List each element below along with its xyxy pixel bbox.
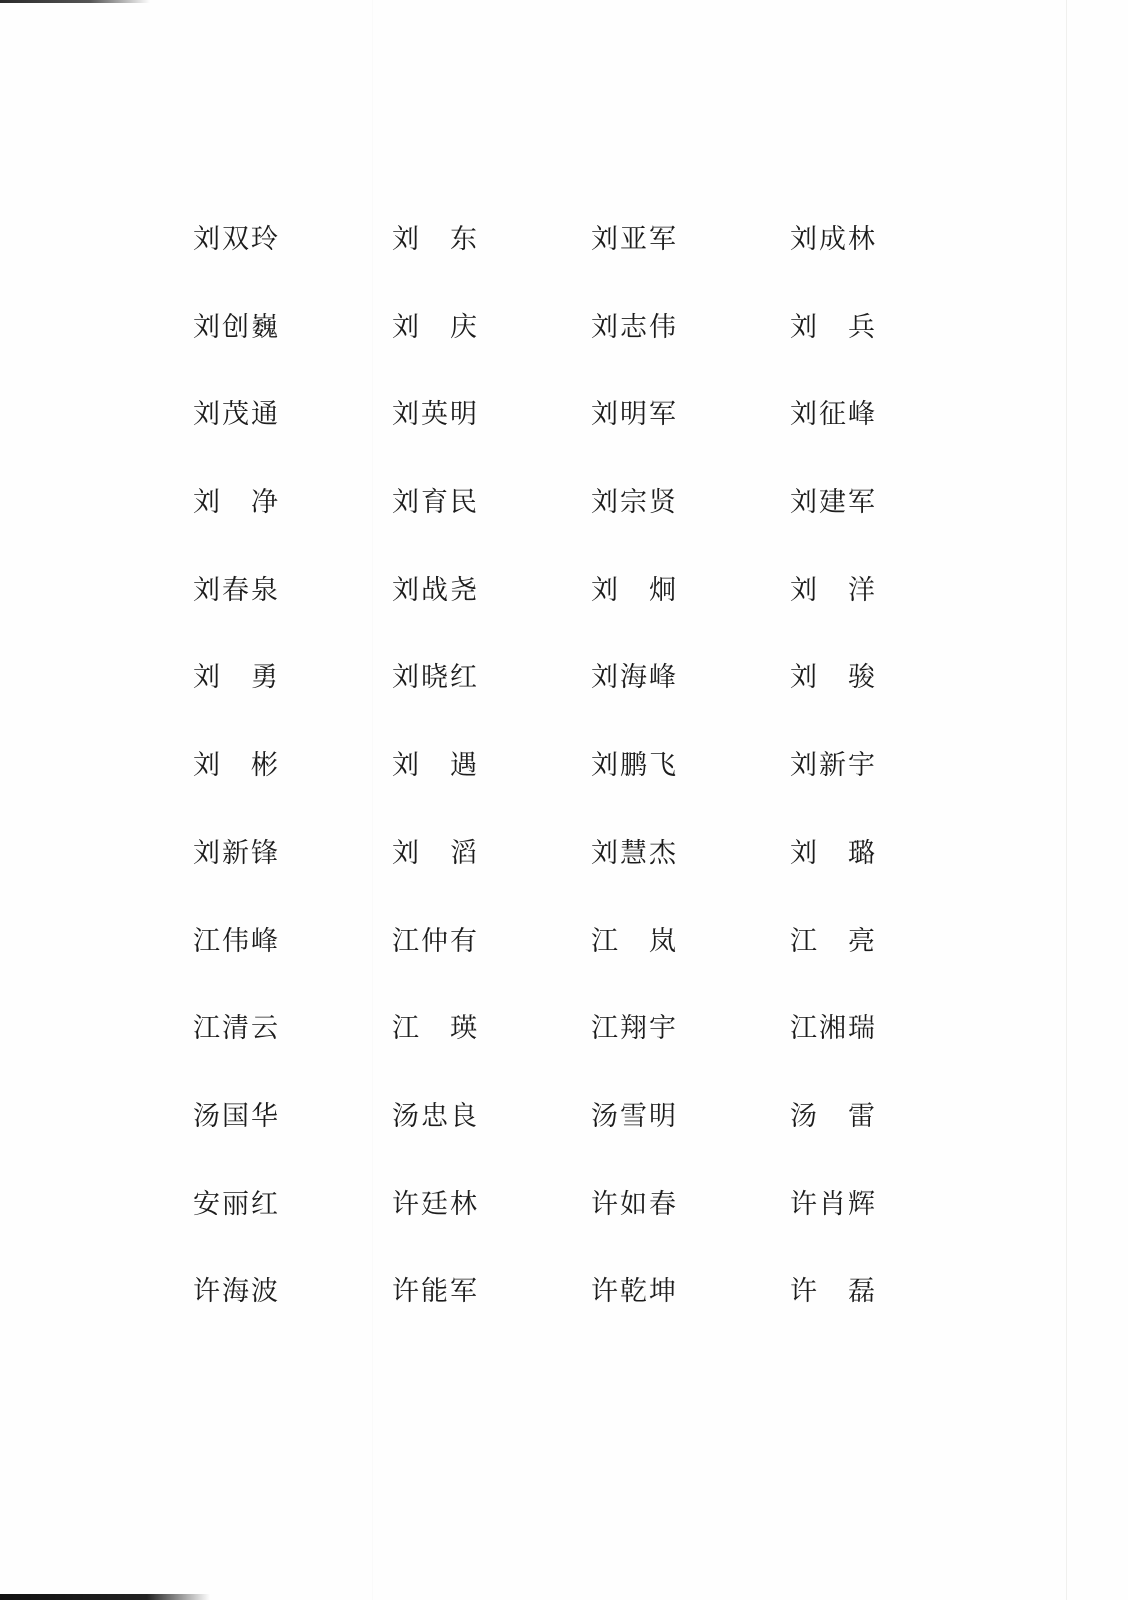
name-entry: 刘成林 (790, 224, 877, 255)
name-entry: 刘慧杰 (591, 837, 678, 869)
name-entry: 刘 遇 (392, 750, 479, 782)
name-entry: 刘 勇 (193, 662, 280, 694)
name-entry: 刘 骏 (790, 662, 877, 694)
names-grid (193, 221, 989, 1361)
name-entry: 刘宗贤 (591, 487, 678, 519)
name-entry: 刘英明 (392, 399, 479, 431)
name-entry: 江翔宇 (591, 1013, 678, 1045)
name-entry: 江 瑛 (392, 1013, 479, 1045)
name-entry: 汤忠良 (392, 1100, 479, 1132)
name-entry: 刘春泉 (193, 574, 280, 606)
name-entry: 刘海峰 (591, 662, 678, 694)
scan-artifact-bottom (0, 1594, 210, 1600)
name-entry: 刘建军 (790, 487, 877, 519)
name-entry: 刘 璐 (790, 837, 877, 869)
name-entry: 汤雪明 (591, 1100, 678, 1132)
name-entry: 刘双玲 (193, 224, 280, 255)
name-entry: 刘新锋 (193, 837, 280, 869)
name-entry: 刘育民 (392, 487, 479, 519)
name-entry: 江 岚 (591, 925, 678, 957)
name-entry: 刘明军 (591, 399, 678, 431)
name-entry: 江仲有 (392, 925, 479, 957)
name-entry: 刘创巍 (193, 311, 280, 343)
name-entry: 刘志伟 (591, 311, 678, 343)
name-entry: 安丽红 (193, 1188, 280, 1220)
name-entry: 刘 兵 (790, 311, 877, 343)
name-entry: 江伟峰 (193, 925, 280, 957)
name-entry: 刘 滔 (392, 837, 479, 869)
name-entry: 江湘瑞 (790, 1013, 877, 1045)
name-entry: 许如春 (591, 1188, 678, 1220)
name-entry: 刘 彬 (193, 750, 280, 782)
name-entry: 刘 东 (392, 224, 479, 255)
scan-artifact-line (1066, 0, 1067, 1600)
name-entry: 刘亚军 (591, 224, 678, 255)
name-entry: 刘鹏飞 (591, 750, 678, 782)
scan-artifact-top (0, 0, 150, 3)
name-entry: 刘战尧 (392, 574, 479, 606)
name-entry: 许能军 (392, 1276, 479, 1308)
name-entry: 许乾坤 (591, 1276, 678, 1308)
name-entry: 刘 炯 (591, 574, 678, 606)
name-entry: 刘茂通 (193, 399, 280, 431)
name-entry: 许海波 (193, 1276, 280, 1308)
name-entry: 许 磊 (790, 1276, 877, 1308)
name-entry: 江 亮 (790, 925, 877, 957)
name-entry: 刘征峰 (790, 399, 877, 431)
name-entry: 江清云 (193, 1013, 280, 1045)
name-entry: 刘新宇 (790, 750, 877, 782)
name-entry: 汤国华 (193, 1100, 280, 1132)
name-entry: 许肖辉 (790, 1188, 877, 1220)
name-entry: 许廷林 (392, 1188, 479, 1220)
name-entry: 刘晓红 (392, 662, 479, 694)
name-entry: 刘 净 (193, 487, 280, 519)
name-entry: 刘 洋 (790, 574, 877, 606)
name-entry: 汤 雷 (790, 1100, 877, 1132)
name-entry: 刘 庆 (392, 311, 479, 343)
